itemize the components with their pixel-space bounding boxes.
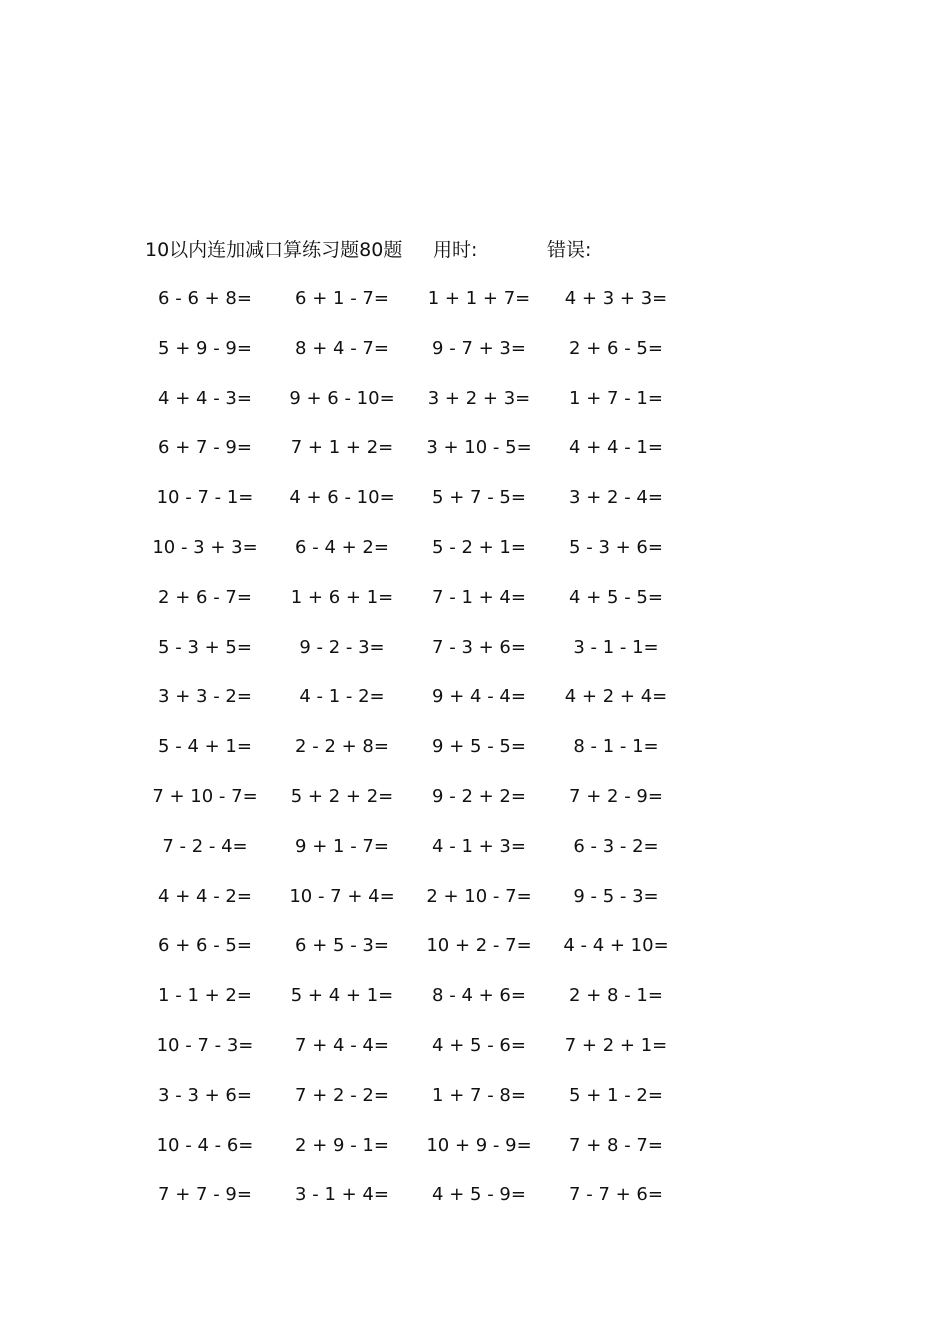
problem-item: 6 - 4 + 2=	[295, 536, 389, 558]
problem-item: 1 + 7 - 1=	[569, 387, 663, 409]
problem-item: 3 - 1 - 1=	[573, 636, 659, 658]
problem-row	[150, 634, 710, 684]
problem-item: 2 + 8 - 1=	[569, 985, 663, 1007]
problem-item: 4 + 2 + 4=	[564, 686, 668, 708]
problem-item: 4 - 1 - 2=	[299, 686, 385, 708]
problem-item: 4 + 4 - 2=	[158, 885, 252, 907]
problem-item: 9 + 1 - 7=	[295, 835, 389, 857]
problem-item: 7 + 2 - 2=	[295, 1084, 389, 1106]
problem-row	[150, 683, 710, 733]
problem-row	[150, 534, 710, 584]
problem-item: 7 + 1 + 2=	[290, 437, 394, 459]
problem-item: 2 - 2 + 8=	[295, 736, 389, 758]
problem-item: 1 + 6 + 1=	[290, 586, 394, 608]
problem-item: 3 + 2 - 4=	[569, 487, 663, 509]
problem-item: 3 - 1 + 4=	[295, 1184, 389, 1206]
problem-item: 7 - 7 + 6=	[569, 1184, 663, 1206]
problem-item: 5 - 3 + 6=	[569, 536, 663, 558]
problem-item: 7 - 3 + 6=	[432, 636, 526, 658]
problem-item: 7 + 10 - 7=	[152, 785, 258, 807]
problem-item: 10 - 3 + 3=	[152, 536, 258, 558]
problem-row	[150, 1181, 710, 1231]
problem-item: 8 - 4 + 6=	[432, 985, 526, 1007]
problem-item: 3 - 3 + 6=	[158, 1084, 252, 1106]
problem-item: 5 + 2 + 2=	[290, 785, 394, 807]
problem-item: 2 + 6 - 5=	[569, 337, 663, 359]
problem-item: 1 + 7 - 8=	[432, 1084, 526, 1106]
problem-row	[150, 335, 710, 385]
problem-item: 7 - 2 - 4=	[162, 835, 248, 857]
problem-row	[150, 584, 710, 634]
problem-item: 5 + 1 - 2=	[569, 1084, 663, 1106]
problem-item: 7 + 7 - 9=	[158, 1184, 252, 1206]
problem-item: 7 + 2 + 1=	[564, 1034, 668, 1056]
problem-row	[150, 434, 710, 484]
problem-item: 7 + 8 - 7=	[569, 1134, 663, 1156]
problem-item: 5 - 3 + 5=	[158, 636, 252, 658]
problem-item: 3 + 3 - 2=	[158, 686, 252, 708]
problem-item: 10 - 7 - 3=	[156, 1034, 254, 1056]
time-used-label: 用时:	[433, 239, 478, 261]
problem-item: 4 + 6 - 10=	[289, 487, 395, 509]
problem-item: 10 + 9 - 9=	[426, 1134, 532, 1156]
problem-item: 4 + 4 - 1=	[569, 437, 663, 459]
problem-row	[150, 484, 710, 534]
problem-item: 6 + 5 - 3=	[295, 935, 389, 957]
problem-item: 10 - 7 - 1=	[156, 487, 254, 509]
problem-item: 10 + 2 - 7=	[426, 935, 532, 957]
problem-item: 5 + 7 - 5=	[432, 487, 526, 509]
problem-item: 6 + 6 - 5=	[158, 935, 252, 957]
problem-item: 2 + 10 - 7=	[426, 885, 532, 907]
problem-item: 2 + 9 - 1=	[295, 1134, 389, 1156]
problem-item: 6 - 3 - 2=	[573, 835, 659, 857]
problem-item: 5 + 9 - 9=	[158, 337, 252, 359]
problem-item: 1 + 1 + 7=	[427, 288, 531, 309]
problem-item: 1 - 1 + 2=	[158, 985, 252, 1007]
problem-row	[150, 285, 710, 335]
problem-item: 9 - 5 - 3=	[573, 885, 659, 907]
problem-row	[150, 932, 710, 982]
problem-item: 4 + 5 - 9=	[432, 1184, 526, 1206]
problem-item: 4 + 5 - 5=	[569, 586, 663, 608]
problem-item: 5 - 4 + 1=	[158, 736, 252, 758]
problem-grid	[150, 285, 710, 1231]
problem-item: 7 - 1 + 4=	[432, 586, 526, 608]
problem-item: 8 + 4 - 7=	[295, 337, 389, 359]
problem-row	[150, 385, 710, 435]
problem-item: 6 + 1 - 7=	[295, 288, 389, 309]
problem-item: 3 + 10 - 5=	[426, 437, 532, 459]
problem-item: 9 - 7 + 3=	[432, 337, 526, 359]
problem-item: 4 + 4 - 3=	[158, 387, 252, 409]
problem-item: 4 - 4 + 10=	[563, 935, 669, 957]
problem-item: 9 + 6 - 10=	[289, 387, 395, 409]
problem-item: 7 + 2 - 9=	[569, 785, 663, 807]
problem-item: 5 - 2 + 1=	[432, 536, 526, 558]
problem-item: 7 + 4 - 4=	[295, 1034, 389, 1056]
worksheet-title: 10以内连加减口算练习题80题	[145, 239, 403, 261]
problem-item: 6 - 6 + 8=	[158, 288, 252, 309]
problem-row	[150, 783, 710, 833]
problem-item: 3 + 2 + 3=	[427, 387, 531, 409]
problem-item: 4 + 3 + 3=	[564, 288, 668, 309]
problem-row	[150, 1082, 710, 1132]
problem-row	[150, 733, 710, 783]
problem-row	[150, 833, 710, 883]
problem-item: 9 - 2 - 3=	[299, 636, 385, 658]
problem-row	[150, 1032, 710, 1082]
problem-item: 5 + 4 + 1=	[290, 985, 394, 1007]
errors-label: 错误:	[547, 239, 592, 261]
problem-item: 2 + 6 - 7=	[158, 586, 252, 608]
problem-item: 9 - 2 + 2=	[432, 785, 526, 807]
problem-item: 10 - 4 - 6=	[156, 1134, 254, 1156]
problem-item: 8 - 1 - 1=	[573, 736, 659, 758]
problem-item: 6 + 7 - 9=	[158, 437, 252, 459]
problem-item: 4 + 5 - 6=	[432, 1034, 526, 1056]
problem-row	[150, 1132, 710, 1182]
problem-row	[150, 883, 710, 933]
problem-item: 10 - 7 + 4=	[289, 885, 395, 907]
problem-item: 4 - 1 + 3=	[432, 835, 526, 857]
problem-item: 9 + 4 - 4=	[432, 686, 526, 708]
problem-row	[150, 982, 710, 1032]
problem-item: 9 + 5 - 5=	[432, 736, 526, 758]
